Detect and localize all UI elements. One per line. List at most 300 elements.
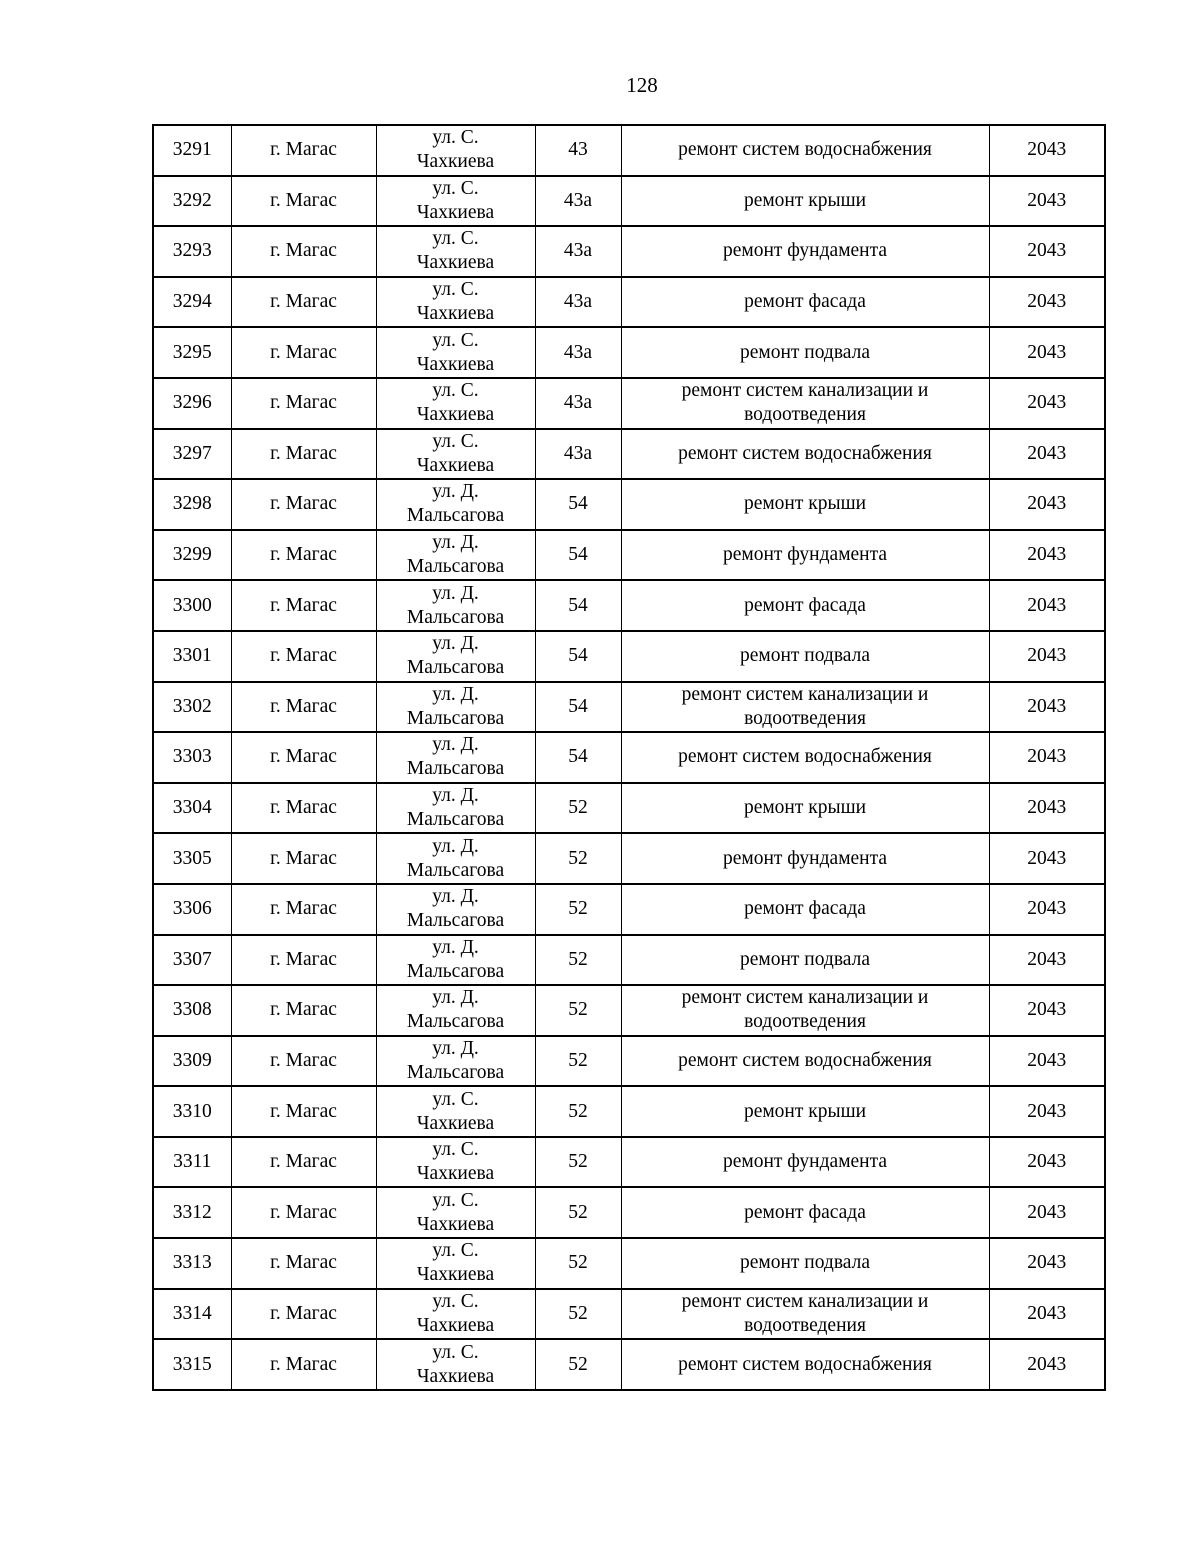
work-type-cell (621, 1187, 989, 1238)
table-row (153, 935, 1105, 986)
city-cell (231, 479, 376, 530)
row-number: 3305 (172, 847, 212, 869)
row-number-cell (153, 530, 231, 581)
street-line: ул. С. (432, 1139, 479, 1161)
street-cell (376, 1289, 535, 1340)
house-number: 54 (568, 645, 588, 667)
city-cell (231, 884, 376, 935)
year-text: 2043 (1027, 189, 1067, 211)
row-number-cell (153, 1137, 231, 1188)
year-text: 2043 (1027, 645, 1067, 667)
house-number-cell (535, 530, 621, 581)
work-type-line: ремонт фасада (744, 1201, 866, 1223)
street-cell (376, 429, 535, 480)
year-text: 2043 (1027, 1151, 1067, 1173)
city-text: г. Магас (270, 999, 337, 1021)
street-cell (376, 1339, 535, 1390)
row-number-cell (153, 1187, 231, 1238)
row-number: 3298 (172, 493, 212, 515)
city-cell (231, 682, 376, 733)
street-line: ул. С. (432, 1189, 479, 1211)
house-number-cell (535, 226, 621, 277)
year-text: 2043 (1027, 797, 1067, 819)
city-text: г. Магас (270, 1252, 337, 1274)
city-cell (231, 1339, 376, 1390)
table-row (153, 378, 1105, 429)
city-cell (231, 985, 376, 1036)
year-text: 2043 (1027, 746, 1067, 768)
street-cell (376, 985, 535, 1036)
work-type-cell (621, 1086, 989, 1137)
year-text: 2043 (1027, 544, 1067, 566)
house-number-cell (535, 378, 621, 429)
register-table-body (153, 125, 1105, 1390)
city-text: г. Магас (270, 948, 337, 970)
work-type-line: ремонт подвала (739, 645, 871, 667)
street-cell (376, 479, 535, 530)
house-number-cell (535, 1289, 621, 1340)
table-row (153, 985, 1105, 1036)
work-type-cell (621, 833, 989, 884)
row-number-cell (153, 125, 231, 176)
work-type-line: ремонт фасада (744, 291, 866, 313)
street-line: ул. С. (432, 430, 479, 452)
street-cell (376, 378, 535, 429)
work-type-line: ремонт крыши (743, 189, 867, 211)
row-number: 3309 (172, 1049, 212, 1071)
table-row (153, 1289, 1105, 1340)
street-line: Чахкиева (416, 303, 495, 325)
year-text: 2043 (1027, 1049, 1067, 1071)
street-line: Мальсагова (406, 1061, 505, 1083)
year-cell (989, 125, 1105, 176)
street-line: ул. Д. (432, 785, 479, 807)
city-text: г. Магас (270, 847, 337, 869)
house-number: 52 (568, 1302, 588, 1324)
city-cell (231, 783, 376, 834)
year-text: 2043 (1027, 341, 1067, 363)
house-number: 54 (568, 746, 588, 768)
street-cell (376, 1086, 535, 1137)
street-line: Чахкиева (416, 252, 495, 274)
city-text: г. Магас (270, 695, 337, 717)
street-line: ул. С. (432, 380, 479, 402)
work-type-cell (621, 631, 989, 682)
city-cell (231, 327, 376, 378)
street-cell (376, 327, 535, 378)
work-type-cell (621, 783, 989, 834)
street-line: ул. Д. (432, 481, 479, 503)
city-text: г. Магас (270, 392, 337, 414)
house-number: 43а (563, 341, 593, 363)
work-type-cell (621, 732, 989, 783)
city-text: г. Магас (270, 240, 337, 262)
city-cell (231, 429, 376, 480)
house-number-cell (535, 1187, 621, 1238)
row-number: 3293 (172, 240, 212, 262)
year-cell (989, 277, 1105, 328)
street-cell (376, 935, 535, 986)
row-number-cell (153, 1289, 231, 1340)
street-cell (376, 530, 535, 581)
city-cell (231, 1289, 376, 1340)
street-line: ул. Д. (432, 886, 479, 908)
house-number-cell (535, 1339, 621, 1390)
house-number: 43 (568, 139, 588, 161)
row-number: 3291 (172, 139, 212, 161)
house-number-cell (535, 1137, 621, 1188)
street-line: Чахкиева (416, 404, 495, 426)
street-line: Чахкиева (416, 1264, 495, 1286)
row-number-cell (153, 833, 231, 884)
city-cell (231, 1238, 376, 1289)
house-number: 52 (568, 1252, 588, 1274)
table-row (153, 783, 1105, 834)
street-line: Чахкиева (416, 1365, 495, 1387)
street-line: ул. С. (432, 279, 479, 301)
work-type-cell (621, 985, 989, 1036)
table-row (153, 1137, 1105, 1188)
work-type-line: ремонт фасада (744, 594, 866, 616)
row-number: 3299 (172, 544, 212, 566)
city-cell (231, 176, 376, 227)
house-number-cell (535, 327, 621, 378)
row-number-cell (153, 1339, 231, 1390)
table-row (153, 226, 1105, 277)
city-cell (231, 732, 376, 783)
street-line: ул. С. (432, 1240, 479, 1262)
page-number: 128 (626, 73, 658, 97)
house-number-cell (535, 1086, 621, 1137)
street-line: ул. Д. (432, 1037, 479, 1059)
table-row (153, 732, 1105, 783)
house-number: 54 (568, 594, 588, 616)
house-number: 54 (568, 544, 588, 566)
city-text: г. Магас (270, 544, 337, 566)
row-number-cell (153, 277, 231, 328)
city-text: г. Магас (270, 1151, 337, 1173)
street-line: ул. Д. (432, 683, 479, 705)
work-type-line: ремонт фундамента (722, 847, 888, 869)
work-type-line: ремонт подвала (739, 948, 871, 970)
work-type-line: ремонт подвала (739, 1252, 871, 1274)
year-text: 2043 (1027, 291, 1067, 313)
street-line: ул. С. (432, 1341, 479, 1363)
house-number: 43а (563, 189, 593, 211)
year-cell (989, 631, 1105, 682)
house-number-cell (535, 884, 621, 935)
city-text: г. Магас (270, 1100, 337, 1122)
year-text: 2043 (1027, 594, 1067, 616)
year-cell (989, 226, 1105, 277)
work-type-cell (621, 1339, 989, 1390)
table-row (153, 1238, 1105, 1289)
year-cell (989, 783, 1105, 834)
house-number: 52 (568, 1049, 588, 1071)
city-cell (231, 1187, 376, 1238)
register-table (152, 124, 1106, 1391)
city-cell (231, 631, 376, 682)
row-number: 3310 (172, 1100, 212, 1122)
row-number: 3307 (172, 948, 212, 970)
row-number-cell (153, 479, 231, 530)
year-text: 2043 (1027, 1302, 1067, 1324)
year-cell (989, 530, 1105, 581)
table-row (153, 176, 1105, 227)
work-type-line: ремонт фундамента (722, 544, 888, 566)
street-cell (376, 125, 535, 176)
work-type-cell (621, 1036, 989, 1087)
year-text: 2043 (1027, 442, 1067, 464)
work-type-line: водоотведения (744, 707, 866, 729)
year-text: 2043 (1027, 1252, 1067, 1274)
house-number-cell (535, 1036, 621, 1087)
row-number: 3300 (172, 594, 212, 616)
work-type-cell (621, 378, 989, 429)
year-text: 2043 (1027, 139, 1067, 161)
street-line: Мальсагова (406, 809, 505, 831)
work-type-line: ремонт систем водоснабжения (678, 139, 932, 161)
street-line: ул. С. (432, 1290, 479, 1312)
year-text: 2043 (1027, 1100, 1067, 1122)
year-cell (989, 985, 1105, 1036)
table-row (153, 327, 1105, 378)
city-cell (231, 580, 376, 631)
house-number: 52 (568, 797, 588, 819)
year-cell (989, 176, 1105, 227)
row-number-cell (153, 226, 231, 277)
house-number: 43а (563, 442, 593, 464)
house-number-cell (535, 1238, 621, 1289)
city-cell (231, 226, 376, 277)
table-row (153, 833, 1105, 884)
house-number-cell (535, 176, 621, 227)
street-line: Мальсагова (406, 606, 505, 628)
year-text: 2043 (1027, 999, 1067, 1021)
year-cell (989, 1036, 1105, 1087)
street-line: ул. Д. (432, 987, 479, 1009)
street-line: ул. Д. (432, 532, 479, 554)
house-number-cell (535, 732, 621, 783)
house-number-cell (535, 580, 621, 631)
work-type-line: ремонт систем канализации и (681, 1290, 929, 1312)
house-number-cell (535, 935, 621, 986)
street-cell (376, 1187, 535, 1238)
house-number: 54 (568, 493, 588, 515)
work-type-line: ремонт крыши (743, 797, 867, 819)
city-cell (231, 277, 376, 328)
city-cell (231, 1086, 376, 1137)
row-number: 3301 (172, 645, 212, 667)
city-text: г. Магас (270, 291, 337, 313)
street-cell (376, 1036, 535, 1087)
year-text: 2043 (1027, 847, 1067, 869)
city-cell (231, 1137, 376, 1188)
work-type-cell (621, 1137, 989, 1188)
work-type-cell (621, 429, 989, 480)
year-cell (989, 479, 1105, 530)
work-type-cell (621, 884, 989, 935)
table-row (153, 1339, 1105, 1390)
row-number-cell (153, 1238, 231, 1289)
street-line: ул. Д. (432, 582, 479, 604)
street-cell (376, 884, 535, 935)
row-number-cell (153, 1036, 231, 1087)
row-number-cell (153, 884, 231, 935)
work-type-line: водоотведения (744, 1314, 866, 1336)
row-number-cell (153, 631, 231, 682)
city-text: г. Магас (270, 645, 337, 667)
street-line: Чахкиева (416, 1112, 495, 1134)
city-text: г. Магас (270, 493, 337, 515)
row-number: 3313 (172, 1252, 212, 1274)
row-number-cell (153, 580, 231, 631)
table-row (153, 1187, 1105, 1238)
city-cell (231, 833, 376, 884)
work-type-line: ремонт крыши (743, 1100, 867, 1122)
table-row (153, 125, 1105, 176)
work-type-line: ремонт систем канализации и (681, 380, 929, 402)
row-number: 3296 (172, 392, 212, 414)
house-number: 52 (568, 898, 588, 920)
street-cell (376, 631, 535, 682)
work-type-cell (621, 580, 989, 631)
year-cell (989, 1086, 1105, 1137)
city-text: г. Магас (270, 341, 337, 363)
row-number-cell (153, 732, 231, 783)
house-number: 43а (563, 392, 593, 414)
row-number-cell (153, 682, 231, 733)
year-cell (989, 1289, 1105, 1340)
year-cell (989, 732, 1105, 783)
house-number-cell (535, 682, 621, 733)
row-number: 3302 (172, 695, 212, 717)
street-line: ул. Д. (432, 835, 479, 857)
year-text: 2043 (1027, 898, 1067, 920)
year-cell (989, 429, 1105, 480)
street-line: ул. С. (432, 329, 479, 351)
table-row (153, 1086, 1105, 1137)
city-text: г. Магас (270, 139, 337, 161)
work-type-cell (621, 1289, 989, 1340)
street-line: Мальсагова (406, 505, 505, 527)
year-text: 2043 (1027, 493, 1067, 515)
year-cell (989, 1187, 1105, 1238)
street-cell (376, 176, 535, 227)
city-cell (231, 530, 376, 581)
city-text: г. Магас (270, 746, 337, 768)
house-number-cell (535, 783, 621, 834)
street-line: ул. С. (432, 177, 479, 199)
year-cell (989, 1238, 1105, 1289)
row-number-cell (153, 429, 231, 480)
work-type-line: ремонт крыши (743, 493, 867, 515)
row-number: 3314 (172, 1302, 212, 1324)
street-cell (376, 1137, 535, 1188)
street-cell (376, 833, 535, 884)
row-number-cell (153, 1086, 231, 1137)
city-text: г. Магас (270, 1049, 337, 1071)
work-type-cell (621, 479, 989, 530)
city-cell (231, 378, 376, 429)
street-line: Чахкиева (416, 151, 495, 173)
street-line: Чахкиева (416, 1163, 495, 1185)
work-type-cell (621, 125, 989, 176)
table-row (153, 580, 1105, 631)
work-type-cell (621, 226, 989, 277)
work-type-cell (621, 530, 989, 581)
table-row (153, 682, 1105, 733)
work-type-line: ремонт систем водоснабжения (678, 1353, 932, 1375)
work-type-cell (621, 277, 989, 328)
street-cell (376, 226, 535, 277)
year-text: 2043 (1027, 240, 1067, 262)
row-number: 3311 (173, 1151, 212, 1173)
work-type-line: ремонт подвала (739, 341, 871, 363)
work-type-cell (621, 1238, 989, 1289)
street-line: Мальсагова (406, 707, 505, 729)
row-number-cell (153, 783, 231, 834)
house-number: 52 (568, 1151, 588, 1173)
street-line: Мальсагова (406, 910, 505, 932)
street-line: ул. С. (432, 127, 479, 149)
row-number: 3295 (172, 341, 212, 363)
year-cell (989, 1339, 1105, 1390)
table-row (153, 429, 1105, 480)
work-type-line: ремонт систем водоснабжения (678, 1049, 932, 1071)
house-number-cell (535, 631, 621, 682)
work-type-line: ремонт фундамента (722, 1151, 888, 1173)
year-cell (989, 935, 1105, 986)
street-line: ул. Д. (432, 734, 479, 756)
city-text: г. Магас (270, 442, 337, 464)
street-line: Мальсагова (406, 657, 505, 679)
house-number-cell (535, 985, 621, 1036)
house-number: 52 (568, 847, 588, 869)
work-type-cell (621, 176, 989, 227)
city-cell (231, 1036, 376, 1087)
street-line: Мальсагова (406, 758, 505, 780)
street-cell (376, 277, 535, 328)
work-type-line: водоотведения (744, 1011, 866, 1033)
street-line: ул. Д. (432, 633, 479, 655)
house-number: 52 (568, 948, 588, 970)
city-text: г. Магас (270, 1201, 337, 1223)
row-number: 3303 (172, 746, 212, 768)
table-row (153, 884, 1105, 935)
street-line: Чахкиева (416, 201, 495, 223)
work-type-line: ремонт систем канализации и (681, 683, 929, 705)
row-number-cell (153, 327, 231, 378)
city-cell (231, 935, 376, 986)
street-line: ул. С. (432, 1088, 479, 1110)
city-text: г. Магас (270, 898, 337, 920)
work-type-line: ремонт систем водоснабжения (678, 746, 932, 768)
row-number: 3308 (172, 999, 212, 1021)
year-cell (989, 327, 1105, 378)
row-number-cell (153, 985, 231, 1036)
year-text: 2043 (1027, 948, 1067, 970)
row-number: 3304 (172, 797, 212, 819)
year-cell (989, 833, 1105, 884)
year-text: 2043 (1027, 392, 1067, 414)
table-row (153, 479, 1105, 530)
street-line: Мальсагова (406, 1011, 505, 1033)
work-type-cell (621, 327, 989, 378)
row-number: 3306 (172, 898, 212, 920)
work-type-line: ремонт систем водоснабжения (678, 442, 932, 464)
row-number-cell (153, 935, 231, 986)
